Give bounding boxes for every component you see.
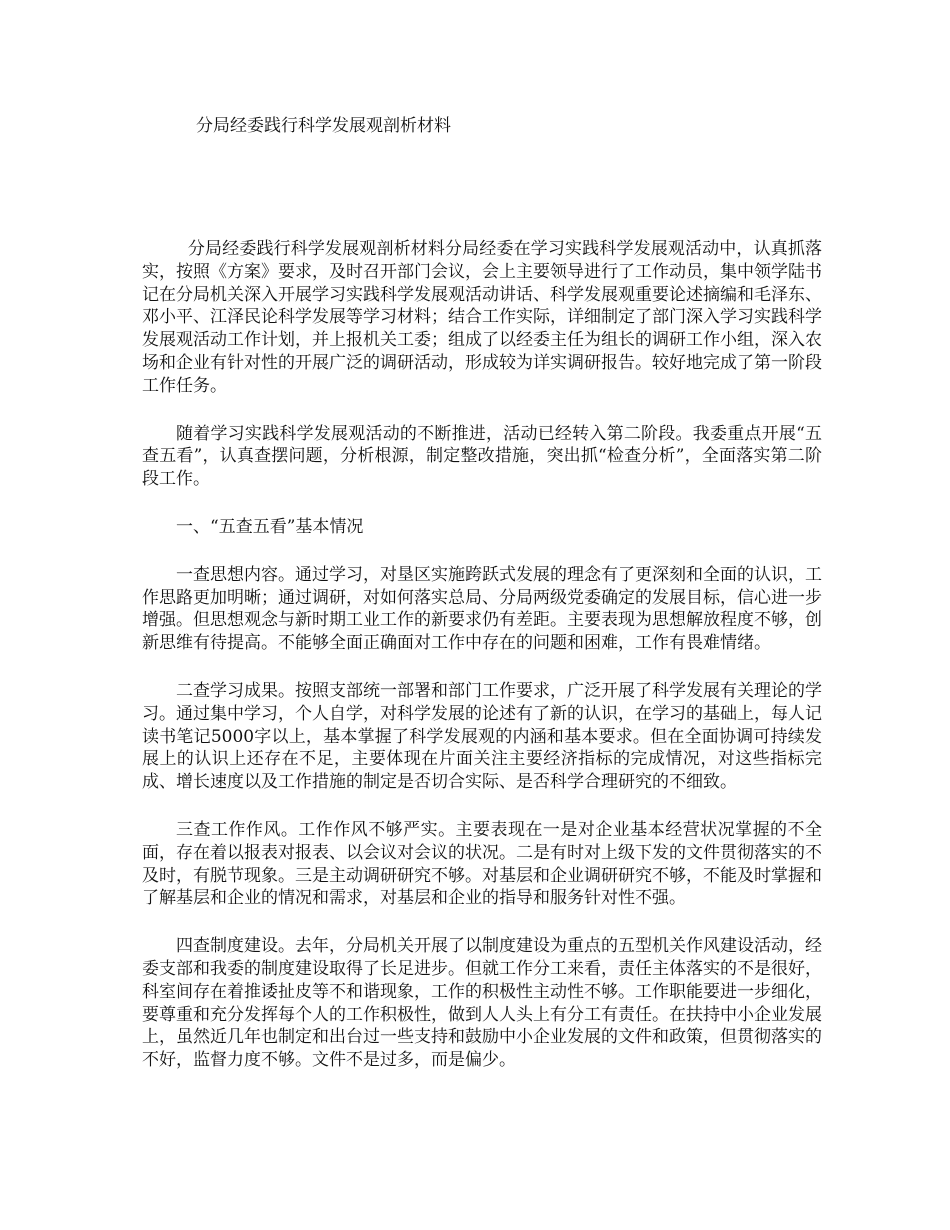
paragraph-check-style: 三查工作作风。工作作风不够严实。主要表现在一是对企业基本经营状况掌握的不全面，存在着以报表对报表、以会议对会议的状况。二是有时对上级下发的文件贯彻落实的不及时，有脱节现象。三是主动调研研究不够。对基层和企业调研研究不够，不能及时掌握和了解基层和企业的情况和需求，对基层和企业的指导和服务针对性不强。: [142, 819, 822, 909]
paragraph-intro: 分局经委践行科学发展观剖析材料分局经委在学习实践科学发展观活动中，认真抓落实，按照《方案》要求，及时召开部门会议，会上主要领导进行了工作动员，集中领学陆书记在分局机关深入开展学习实践科学发展观活动讲话、科学发展观重要论述摘编和毛泽东、邓小平、江泽民论科学发展等学习材料；结合工作实际，详细制定了部门深入学习实践科学发展观活动工作计划，并上报机关工委；组成了以经委主任为组长的调研工作小组，深入农场和企业有针对性的开展广泛的调研活动，形成较为详实调研报告。较好地完成了第一阶段工作任务。: [142, 239, 822, 396]
document-body: [142, 238, 822, 1072]
section-heading: 一、“五查五看”基本情况: [176, 516, 364, 537]
paragraph-second-stage: 随着学习实践科学发展观活动的不断推进，活动已经转入第二阶段。我委重点开展“五查五看”，认真查摆问题，分析根源，制定整改措施，突出抓“检查分析”，全面落实第二阶段工作。: [142, 423, 822, 490]
document-title: 分局经委践行科学发展观剖析材料: [196, 116, 451, 136]
paragraph-check-thinking: 一查思想内容。通过学习，对垦区实施跨跃式发展的理念有了更深刻和全面的认识，工作思路更加明晰；通过调研，对如何落实总局、分局两级党委确定的发展目标，信心进一步增强。但思想观念与新时期工业工作的新要求仍有差距。主要表现为思想解放程度不够，创新思维有待提高。不能够全面正确面对工作中存在的问题和困难，工作有畏难情绪。: [142, 564, 822, 654]
paragraph-check-system: 四查制度建设。去年，分局机关开展了以制度建设为重点的五型机关作风建设活动，经委支部和我委的制度建设取得了长足进步。但就工作分工来看，责任主体落实的不是很好，科室间存在着推诿扯皮等不和谐现象，工作的积极性主动性不够。工作职能要进一步细化，要尊重和充分发挥每个人的工作积极性，做到人人头上有分工有责任。在扶持中小企业发展上，虽然近几年也制定和出台过一些支持和鼓励中小企业发展的文件和政策，但贯彻落实的不好，监督力度不够。文件不是过多，而是偏少。: [142, 936, 822, 1071]
paragraph-check-learning: 二查学习成果。按照支部统一部署和部门工作要求，广泛开展了科学发展有关理论的学习。通过集中学习，个人自学，对科学发展的论述有了新的认识，在学习的基础上，每人记读书笔记5000字以上，基本掌握了科学发展观的内涵和基本要求。但在全面协调可持续发展上的认识上还存在不足，主要体现在片面关注主要经济指标的完成情况，对这些指标完成、增长速度以及工作措施的制定是否切合实际、是否科学合理研究的不细致。: [142, 680, 822, 793]
